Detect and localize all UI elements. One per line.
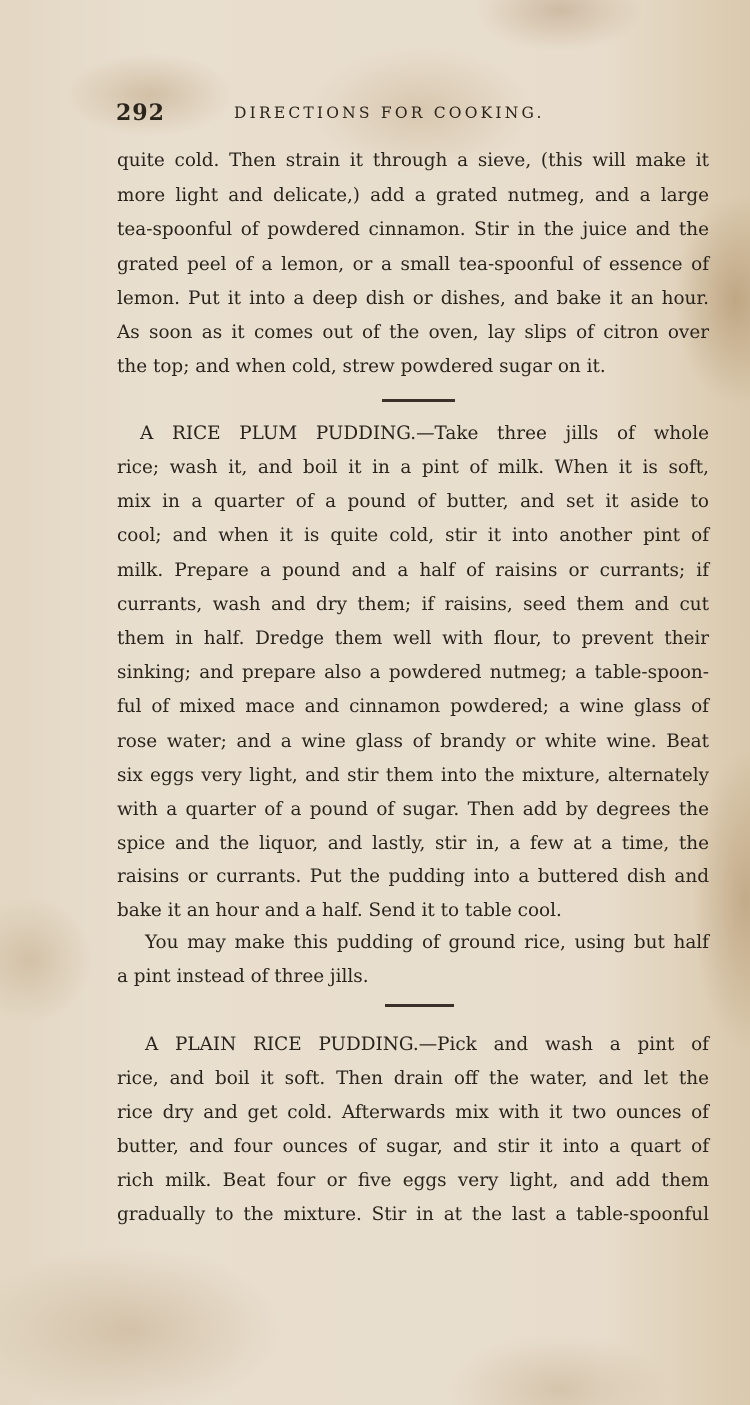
text-line: milk. Prepare a pound and a half of raisins or currants; if	[117, 560, 709, 581]
text-line: tea-spoonful of powdered cinnamon. Stir in the juice and the	[117, 219, 709, 240]
text-line: quite cold. Then strain it through a sieve, (this will make it	[117, 150, 709, 171]
recipe-heading-line: A RICE PLUM PUDDING.—Take three jills of whole	[140, 423, 709, 444]
text-line: ful of mixed mace and cinnamon powdered; a wine glass of	[117, 696, 709, 717]
text-line: gradually to the mixture. Stir in at the last a table-spoonful	[117, 1204, 709, 1225]
text-line: cool; and when it is quite cold, stir it into another pint of	[117, 525, 709, 546]
text-line: six eggs very light, and stir them into the mixture, alternately	[117, 765, 709, 786]
text-line: them in half. Dredge them well with flour, to prevent their	[117, 628, 709, 649]
text-line: spice and the liquor, and lastly, stir in, a few at a time, the	[117, 833, 709, 854]
text-line: sinking; and prepare also a powdered nutmeg; a table-spoon-	[117, 662, 709, 683]
text-line: mix in a quarter of a pound of butter, and set it aside to	[117, 491, 709, 512]
section-divider	[382, 399, 455, 402]
running-head: DIRECTIONS FOR COOKING.	[234, 104, 545, 122]
text-line: the top; and when cold, strew powdered sugar on it.	[117, 356, 606, 377]
text-line: with a quarter of a pound of sugar. Then add by degrees the	[117, 799, 709, 820]
text-line: lemon. Put it into a deep dish or dishes, and bake it an hour.	[117, 288, 709, 309]
text-line: bake it an hour and a half. Send it to table cool.	[117, 900, 562, 921]
text-line: As soon as it comes out of the oven, lay slips of citron over	[117, 322, 709, 343]
text-line: rice dry and get cold. Afterwards mix with it two ounces of	[117, 1102, 709, 1123]
text-line: You may make this pudding of ground rice, using but half	[145, 932, 709, 953]
text-line: butter, and four ounces of sugar, and stir it into a quart of	[117, 1136, 709, 1157]
text-line: rice, and boil it soft. Then drain off the water, and let the	[117, 1068, 709, 1089]
text-line: raisins or currants. Put the pudding into a buttered dish and	[117, 866, 709, 887]
section-divider	[385, 1004, 454, 1007]
page-header	[116, 100, 716, 136]
text-line: rose water; and a wine glass of brandy or white wine. Beat	[117, 731, 709, 752]
text-line: grated peel of a lemon, or a small tea-spoonful of essence of	[117, 254, 709, 275]
text-line: rich milk. Beat four or five eggs very light, and add them	[117, 1170, 709, 1191]
recipe-heading-line: A PLAIN RICE PUDDING.—Pick and wash a pint of	[145, 1034, 709, 1055]
text-line: more light and delicate,) add a grated nutmeg, and a large	[117, 185, 709, 206]
text-line: a pint instead of three jills.	[117, 966, 369, 987]
text-line: rice; wash it, and boil it in a pint of milk. When it is soft,	[117, 457, 709, 478]
text-line: currants, wash and dry them; if raisins, seed them and cut	[117, 594, 709, 615]
page-number: 292	[116, 100, 165, 126]
